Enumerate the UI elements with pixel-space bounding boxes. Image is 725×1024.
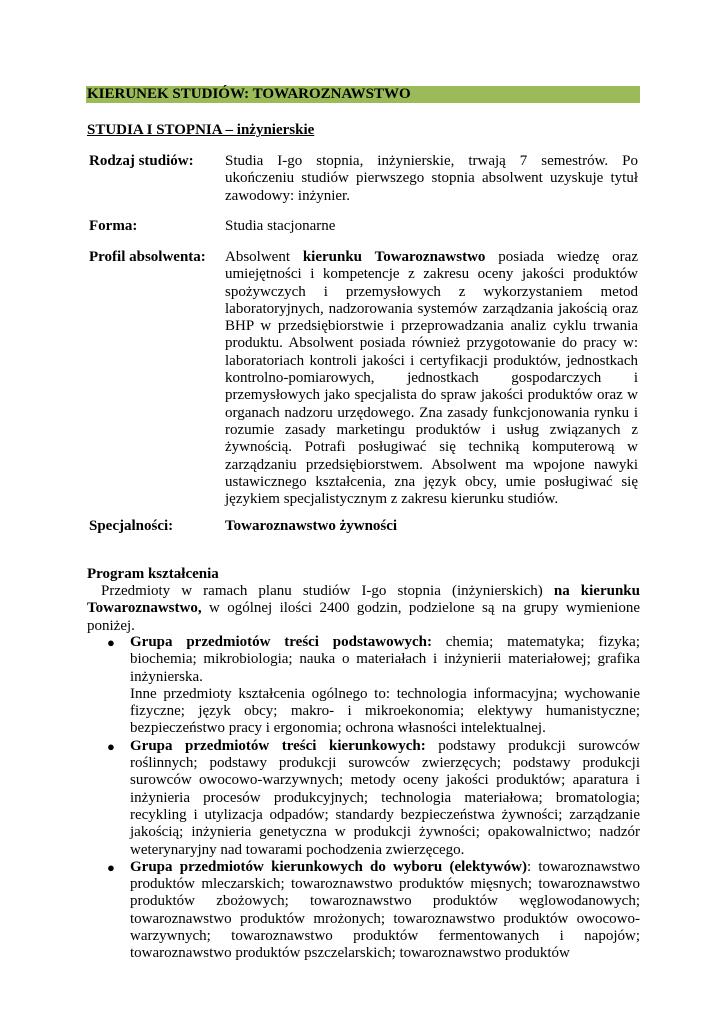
field-of-study-banner: KIERUNEK STUDIÓW: TOWAROZNAWSTWO: [86, 86, 640, 103]
bullet-icon: ●: [107, 635, 115, 650]
group-text: podstawy produkcji surowców roślinnych; podstawy produkcji surowców zwierzęcych; podstawy produkcji surowców owocowo-warzywnych; metody oceny jakości produktów; aparatura i inżynieria procesów produkcyjnych; technologia materiałowa; bromatologia; recykling i utylizacja odpadów; standardy bezpieczeństwa żywności; zarządzanie jakością; inżynieria genetyczna w produkcji żywności; opakowalnictwo; nadzór weterynaryjny nad towarami pochodzenia zwierzęcego.: [130, 737, 640, 858]
bullet-icon: ●: [107, 859, 115, 875]
rodzaj-value: Studia I-go stopnia, inżynierskie, trwają 7 semestrów. Po ukończeniu studiów pierwszego stopnia absolwent uzyskuje tytuł zawodowy: inżynier.: [225, 153, 638, 204]
program-intro-post: w ogólnej ilości 2400 godzin, podzielone są na grupy wymienione poniżej.: [87, 600, 640, 634]
profil-value-pre: Absolwent: [225, 249, 303, 265]
program-title: Program kształcenia: [87, 566, 219, 582]
program-intro: [87, 583, 640, 635]
group-title: Grupa przedmiotów kierunkowych do wyboru (elektywów): [130, 858, 527, 875]
specjalnosci-value: Towaroznawstwo żywności: [225, 518, 398, 534]
list-item: [87, 634, 640, 738]
program-intro-pre: Przedmioty w ramach planu studiów I-go stopnia (inżynierskich): [101, 583, 554, 599]
profil-value-bold: kierunku Towaroznawstwo: [302, 249, 486, 265]
group-extra: Inne przedmioty kształcenia ogólnego to: technologia informacyjna; wychowanie fizyczne; język obcy; makro- i mikroekonomia; elektywy humanistyczne; bezpieczeństwo pracy i ergonomia; ochrona własności intelektualnej.: [130, 685, 640, 737]
group-text: : towaroznawstwo produktów mleczarskich; towaroznawstwo produktów mięsnych; towaroznawstwo produktów zbożowych; towaroznawstwo produktów węglowodanowych; towaroznawstwo produktów mrożonych; towaroznawstwo produktów owocowo-warzywnych; towaroznawstwo produktów fermentowanych i napojów; towaroznawstwo produktów pszczelarskich; towaroznawstwo produktów: [130, 858, 640, 962]
subject-groups-list: [87, 634, 640, 963]
list-item: [87, 738, 640, 859]
profil-label: Profil absolwenta:: [89, 249, 206, 265]
bullet-icon: ●: [107, 738, 115, 754]
profil-value-post: posiada wiedzę oraz umiejętności i kompetencje z zakresu oceny jakości produktów spożywczych i przemysłowych z wykorzystaniem metod laboratoryjnych, nadzorowania systemów zarządzania jakością oraz BHP w przedsiębiorstwie i przeprowadzania analiz cyklu trwania produktu. Absolwent posiada również przygotowanie do pracy w: laboratoriach kontroli jakości i certyfikacji produktów, jednostkach kontrolno-pomiarowych, jednostkach gospodarczych i przemysłowych jako specjalista do spraw jakości produktów oraz w organach nadzoru urzędowego. Zna zasady funkcjonowania rynku i rozumie zasady marketingu produktów i usług związanych z żywnością. Potrafi posługiwać się techniką komputerową w zarządzaniu przedsiębiorstwem. Absolwent ma wpojone nawyki ustawicznego kształcenia, zna język obcy, umie posługiwać się językiem specjalistycznym z zakresu kierunku studiów.: [225, 249, 638, 508]
rodzaj-label: Rodzaj studiów:: [89, 153, 194, 169]
specjalnosci-label: Specjalności:: [89, 518, 174, 534]
group-title: Grupa przedmiotów treści podstawowych:: [130, 634, 432, 650]
program-intro-bold: na kierunku Towaroznawstwo,: [87, 583, 640, 617]
forma-value: Studia stacjonarne: [225, 218, 336, 234]
profil-value: [225, 249, 638, 508]
study-level-heading: STUDIA I STOPNIA – inżynierskie: [87, 122, 315, 138]
list-item: [87, 859, 640, 963]
group-title: Grupa przedmiotów treści kierunkowych:: [130, 737, 426, 754]
group-text: chemia; matematyka; fizyka; biochemia; mikrobiologia; nauka o materiałach i inżynierii materiałowej; grafika inżynierska.: [130, 634, 640, 685]
forma-label: Forma:: [89, 218, 138, 234]
